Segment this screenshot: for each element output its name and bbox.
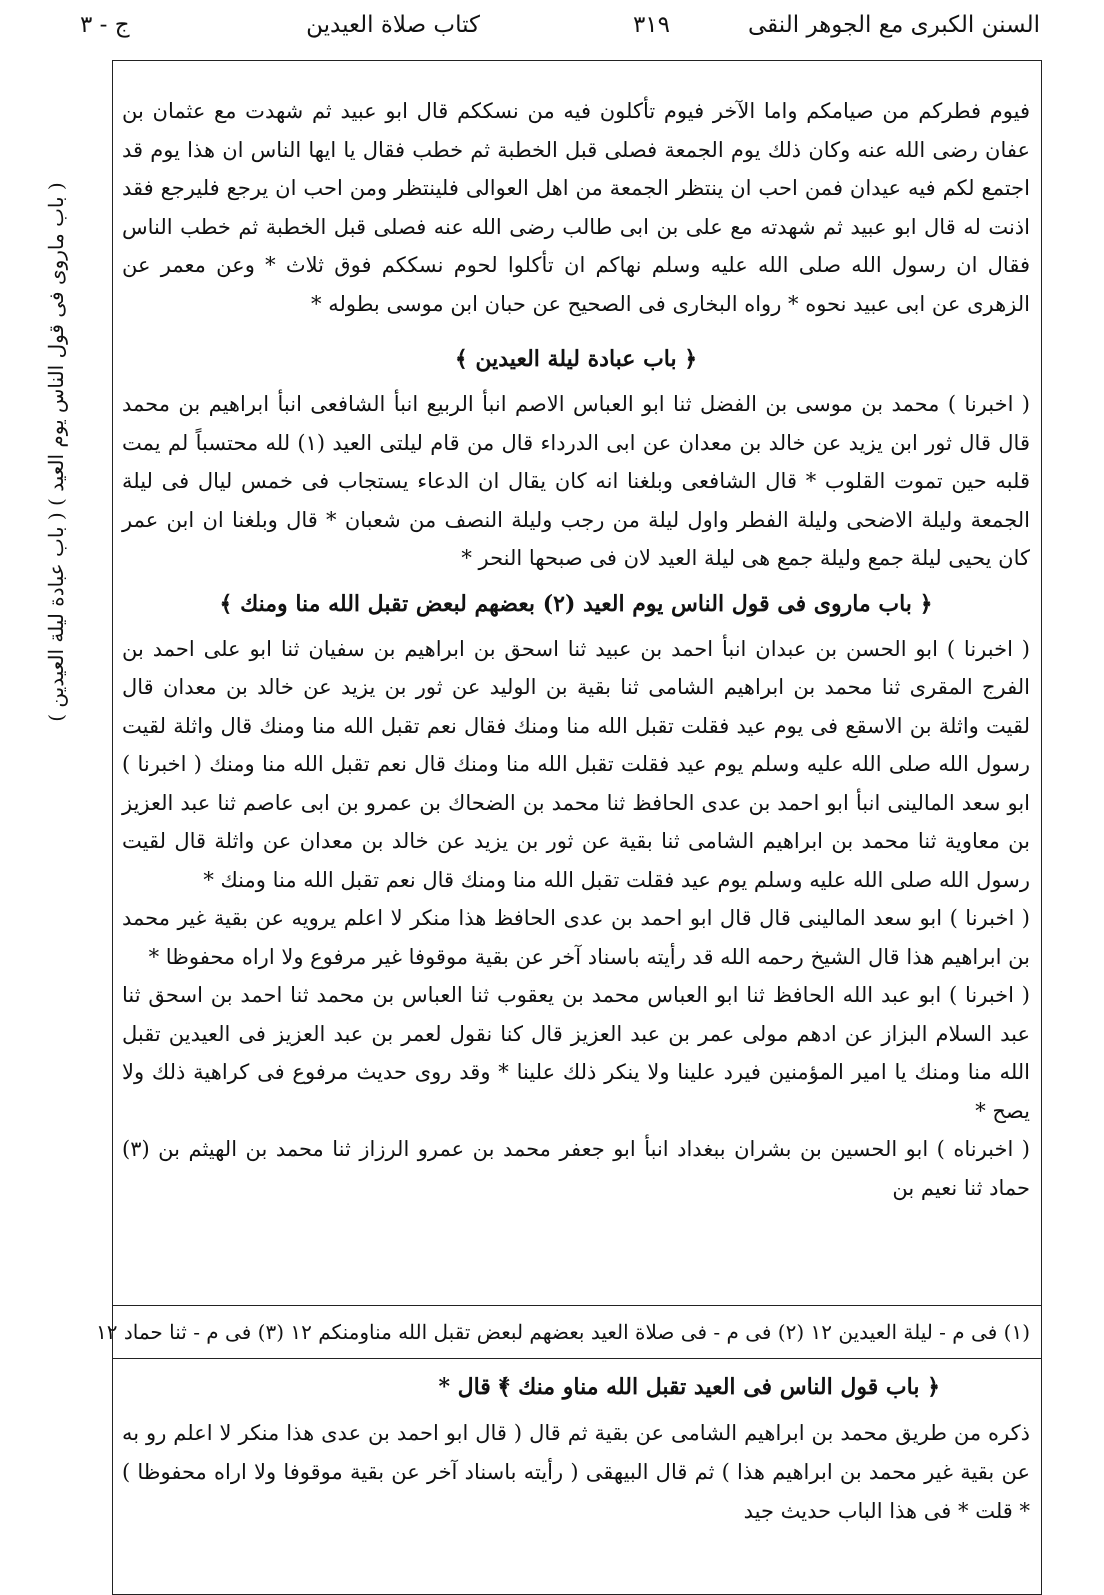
heading-eid-greeting: ﴿ باب ماروى فى قول الناس يوم العيد (٢) بعضهم لبعض تقبل الله منا ومنك ﴾ bbox=[219, 590, 933, 617]
page-number: ٣١٩ bbox=[632, 12, 670, 38]
main-text bbox=[122, 92, 1030, 1207]
heading-night-worship: ﴿ باب عبادة ليلة العيدين ﴾ bbox=[454, 346, 698, 372]
paragraph-1: فيوم فطركم من صيامكم واما الآخر فيوم تأكلون فيه من نسككم قال ابو عبيد ثم شهدت مع عثمان بن عفان رضى الله عنه وكان ذلك يوم الجمعة فصلى قبل الخطبة ثم خطب فقال يا ايها الناس ان هذا يوم قد اجتمع لكم فيه عيدان فمن احب ان ينتظر الجمعة من اهل العوالى فلينتظر ومن احب ان يرجع فليرجع فقد اذنت له قال ابو عبيد ثم شهدته مع على بن ابى طالب رضى الله عنه فصلى قبل الخطبة ثم خطب الناس فقال ان رسول الله صلى الله عليه وسلم نهاكم ان تأكلوا لحوم نسككم فوق ثلاث * وعن معمر عن الزهرى عن ابى عبيد نحوه * رواه البخارى فى الصحيح عن حبان ابن موسى بطوله * bbox=[122, 99, 1030, 316]
page-header bbox=[80, 8, 1040, 54]
paragraph-4: ( اخبرنا ) ابو سعد المالينى قال قال ابو احمد بن عدى الحافظ هذا منكر لا اعلم يرويه عن بقية غير محمد بن ابراهيم هذا قال الشيخ رحمه الله قد رأيته باسناد آخر عن بقية موقوفا غير مرفوع ولا اراه محفوظا * bbox=[122, 906, 1030, 969]
section-divider bbox=[112, 1358, 1042, 1359]
paragraph-6: ( اخبرناه ) ابو الحسين بن بشران ببغداد انبأ ابو جعفر محمد بن عمرو الرزاز ثنا محمد بن الهيثم بن (٣) حماد ثنا نعيم بن bbox=[122, 1137, 1030, 1200]
chapter-title: كتاب صلاة العيدين bbox=[306, 12, 480, 38]
paragraph-2: ( اخبرنا ) محمد بن موسى بن الفضل ثنا ابو العباس الاصم انبأ الربيع انبأ الشافعى انبأ ابراهيم بن محمد قال قال ثور ابن يزيد عن خالد بن معدان عن ابى الدرداء قال من قام ليلتى العيد (١) لله محتسباً لم يمت قلبه حين تموت القلوب * قال الشافعى وبلغنا انه كان يقال ان الدعاء يستجاب فى خمس ليال فى ليلة الجمعة وليلة الاضحى وليلة الفطر واول ليلة من رجب وليلة النصف من شعبان * قال وبلغنا ان ابن عمر كان يحيى ليلة جمع وليلة جمع هى ليلة العيد لان فى صبحها النحر * bbox=[122, 392, 1030, 570]
footnote-divider bbox=[112, 1305, 1042, 1306]
commentary-text: ذكره من طريق محمد بن ابراهيم الشامى عن بقية ثم قال ( قال ابو احمد بن عدى هذا منكر لا اعلم رو به عن بقية غير محمد بن ابراهيم هذا ) ثم قال البيهقى ( رأيته باسناد آخر عن بقية موقوفا ولا اراه محفوظا ) * قلت * فى هذا الباب حديث جيد bbox=[122, 1421, 1030, 1523]
book-title: السنن الكبرى مع الجوهر النقى bbox=[748, 12, 1040, 38]
paragraph-5: ( اخبرنا ) ابو عبد الله الحافظ ثنا ابو العباس محمد بن يعقوب ثنا العباس بن محمد ثنا احمد بن اسحق ثنا عبد السلام البزاز عن ادهم مولى عمر بن عبد العزيز قال كنا نقول لعمر بن عبد العزيز فى العيدين تقبل الله منا ومنك يا امير المؤمنين فيرد علينا ولا ينكر ذلك علينا * وقد روى حديث مرفوع فى كراهية ذلك ولا يصح * bbox=[122, 983, 1030, 1123]
paragraph-3: ( اخبرنا ) ابو الحسن بن عبدان انبأ احمد بن عبيد ثنا اسحق بن ابراهيم بن سفيان ثنا ابو على احمد بن الفرج المقرى ثنا محمد بن ابراهيم الشامى ثنا بقية بن الوليد عن ثور بن يزيد عن خالد بن معدان قال لقيت واثلة بن الاسقع فى يوم عيد فقلت تقبل الله منا ومنك فقال نعم تقبل الله منا ومنك قال واثلة لقيت رسول الله صلى الله عليه وسلم يوم عيد فقلت تقبل الله منا ومنك قال نعم تقبل الله منا ومنك ( اخبرنا ) ابو سعد المالينى انبأ ابو احمد بن عدى الحافظ ثنا محمد بن الضحاك بن عمرو بن ابى عاصم ثنا عبد العزيز بن معاوية ثنا محمد بن ابراهيم الشامى ثنا بقية عن ثور بن يزيد عن خالد بن معدان عن واثلة قال لقيت رسول الله صلى الله عليه وسلم يوم عيد فقلت تقبل الله منا ومنك قال نعم تقبل الله منا ومنك * bbox=[122, 636, 1030, 892]
margin-note-text: ( باب ماروى فى قول الناس يوم العيد ) ( باب عبادة ليلة العيدين ) bbox=[44, 182, 68, 722]
commentary-section bbox=[122, 1370, 1030, 1531]
commentary-heading-qal: * قال * bbox=[438, 1374, 510, 1400]
commentary-heading-bab: ﴿ باب قول الناس فى العيد تقبل الله مناو منك ﴾ bbox=[497, 1374, 940, 1400]
margin-note bbox=[30, 172, 90, 732]
volume-label: ج - ٣ bbox=[80, 12, 130, 38]
footnotes: (١) فى م - ليلة العيدين ١٢ (٢) فى م - فى صلاة العيد بعضهم لبعض تقبل الله مناومنكم ١٢ (٣) فى م - ثنا حماد ١٢ bbox=[96, 1320, 1030, 1344]
